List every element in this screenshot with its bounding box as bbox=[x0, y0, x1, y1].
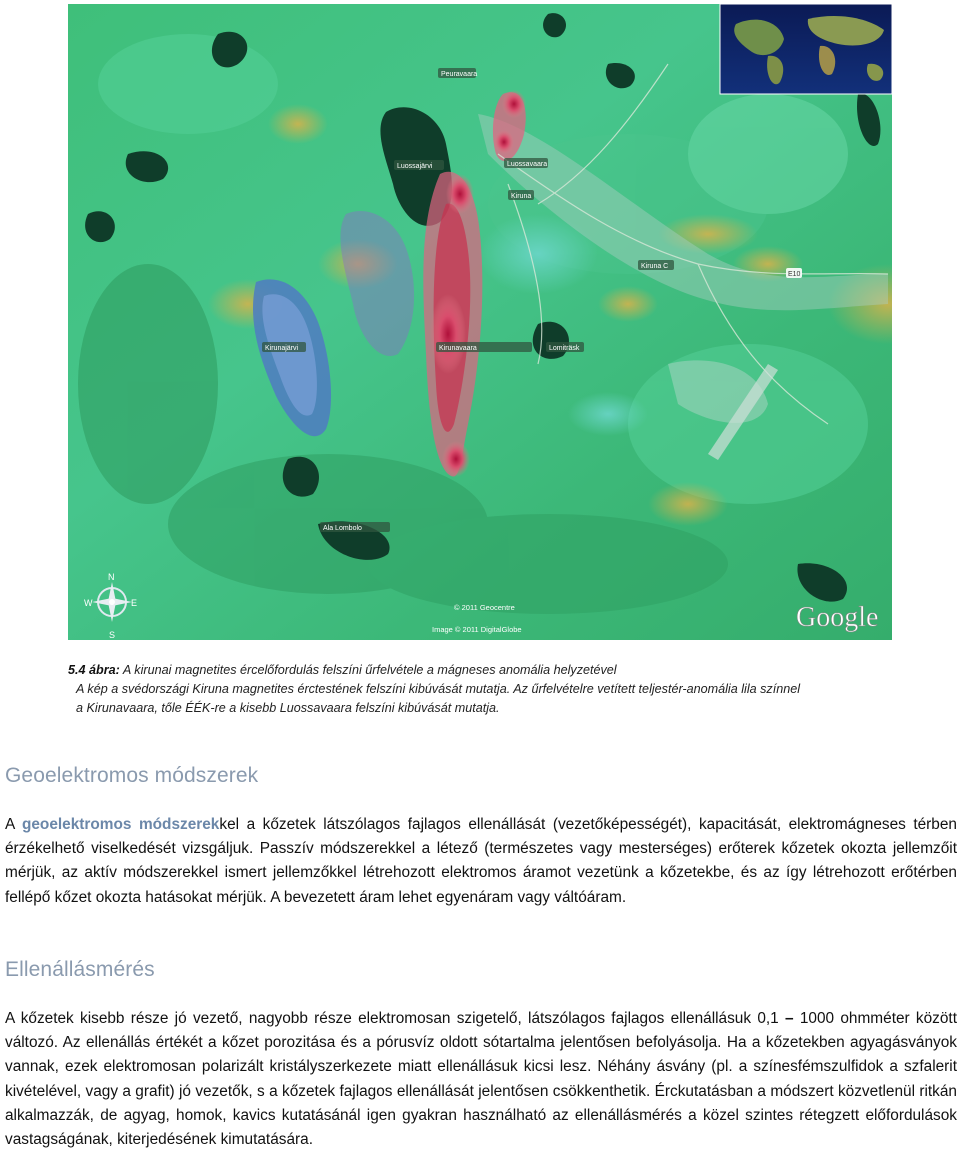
figure-caption bbox=[68, 661, 928, 718]
caption-number: 5.4 ábra: bbox=[68, 663, 120, 677]
paragraph-ell-a: A kőzetek kisebb része jó vezető, nagyobb része elektromosan szigetelő, látszólagos fajlagos ellenállásuk 0,1 bbox=[5, 1010, 786, 1027]
anomaly-map bbox=[68, 4, 892, 640]
map-label-road: E10 bbox=[788, 271, 801, 278]
section-heading-geoelektromos: Geoelektromos módszerek bbox=[5, 764, 259, 787]
keyword-geoelektromos-link[interactable]: geoelektromos módszerek bbox=[21, 816, 220, 833]
section-heading-ellenallasmeres: Ellenállásmérés bbox=[5, 958, 155, 981]
paragraph-ell-b: 1000 ohmméter között változó. Az ellenállás értékét a kőzet porozitása és a pórusvíz oldott sótartalma jelentősen befolyásolja. Ha a kőzetekben agyagásványok vannak, ezek elektromosan polarizált kristályszerkezete miatt ellenállásuk kicsi lesz. Néhány ásvány (pl. a színesfémszulfidok a szfalerit kivételével, vagy a grafit) jó vezetők, s a kőzetek fajlagos ellenállását jelentősen csökkenthetik. Érckutatásban a módszert közvetlenül ritkán alkalmazzák, de agyag, homok, kavics kutatásánál igen gyakran használható az ellenállásmérés a közel szintes rétegzett előfordulások vastagságának, kiterjedésének kimutatására. bbox=[5, 1010, 957, 1149]
paragraph-geoelektromos bbox=[5, 813, 957, 910]
map-image-credit: Image © 2011 DigitalGlobe bbox=[432, 625, 522, 634]
caption-title: A kirunai magnetites ércelőfordulás felszíni űrfelvétele a mágneses anomália helyzetével bbox=[122, 663, 617, 677]
paragraph-geo-rest: kel a kőzetek látszólagos fajlagos ellenállását (vezetőképességét), kapacitását, elektromágneses térben érzékelhető viselkedését vizsgáljuk. Passzív módszerekkel a létező (természetes vagy mesterséges) erőterek kőzetek okozta jellemzőit mérjük, az aktív módszerekkel ismert jellemzőkkel létrehozott elektromos áramot vezetünk a kőzetekbe, és az így létrehozott erőtérben fellépő kőzet okozta hatásokat mérjük. A bevezetett áram lehet egyenáram vagy váltóáram. bbox=[5, 816, 957, 906]
caption-line-3: a Kirunavaara, tőle ÉÉK-re a kisebb Luossavaara felszíni kibúvását mutatja. bbox=[76, 701, 500, 715]
google-logo: Google bbox=[796, 602, 879, 633]
caption-line-2: A kép a svédországi Kiruna magnetites érctestének felszíni kibúvását mutatja. Az űrfelvételre vetített teljestér-anomália lila színnel bbox=[76, 682, 801, 696]
map-label-kiruna: Kiruna bbox=[511, 193, 532, 200]
compass-n: N bbox=[108, 572, 115, 582]
paragraph-geo-start: A bbox=[5, 816, 22, 833]
map-label-peuravaara: Peuravaara bbox=[441, 71, 478, 78]
map-label-blue-lake: Kirunajärvi bbox=[265, 345, 299, 352]
satellite-anomaly-figure bbox=[68, 4, 892, 640]
paragraph-ellenallasmeres bbox=[5, 1007, 957, 1152]
map-label-east-lake: Lomiträsk bbox=[549, 345, 580, 352]
map-label-kirunavaara: Kirunavaara bbox=[439, 345, 477, 352]
compass-e: E bbox=[131, 598, 138, 608]
map-label-luossavaara: Luossavaara bbox=[507, 161, 548, 168]
map-label-center-town: Kiruna C bbox=[641, 263, 669, 270]
range-dash: – bbox=[785, 1010, 794, 1027]
map-label-south-lake: Ala Lombolo bbox=[323, 525, 362, 532]
map-copyright: © 2011 Geocentre bbox=[454, 603, 515, 612]
compass-s: S bbox=[109, 630, 116, 640]
compass-w: W bbox=[84, 598, 93, 608]
caption-line-1 bbox=[68, 661, 928, 680]
map-label-lake-west: Luossajärvi bbox=[397, 163, 433, 170]
